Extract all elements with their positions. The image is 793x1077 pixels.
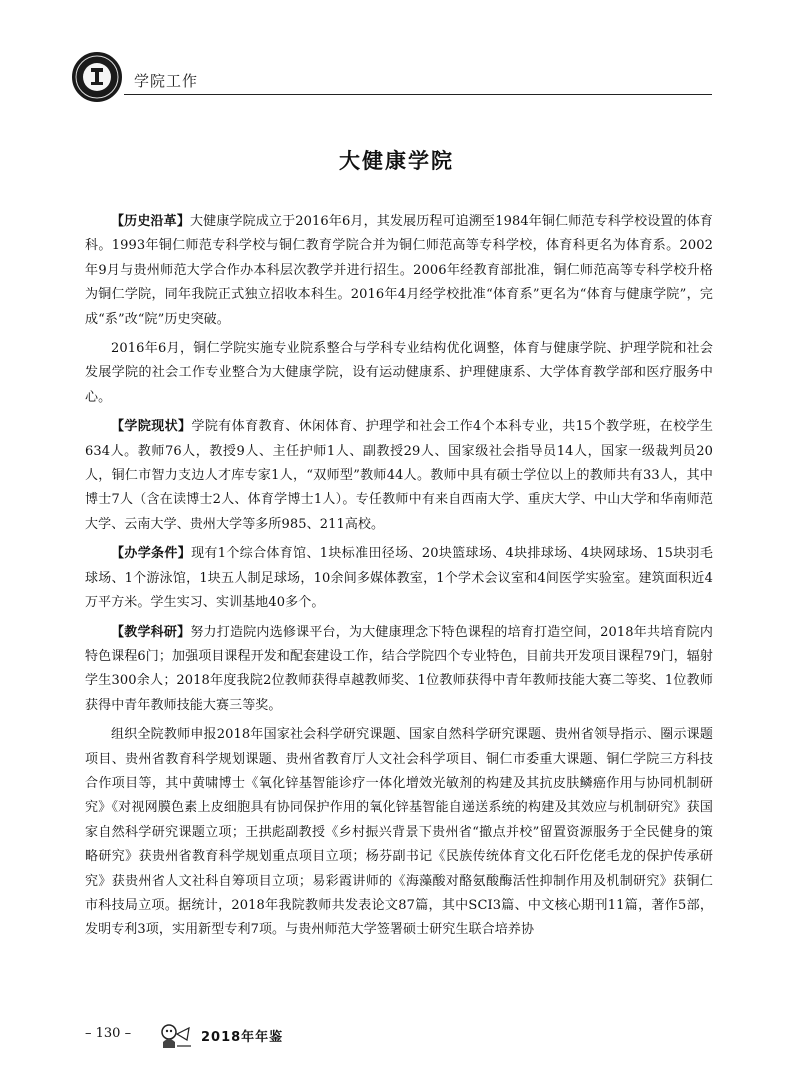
paragraph-research-projects	[85, 723, 713, 943]
paragraph-text: 学院有体育教育、休闲体育、护理学和社会工作4个本科专业，共15个教学班，在校学生634人。教师76人，教授9人、主任护师1人、副教授29人、国家级社会指导员14人，国家一级裁判员20人，铜仁市智力支边人才库专家1人，“双师型”教师44人。教师中具有硕士学位以上的教师共有33人，其中博士7人（含在读博士2人、体育学博士1人）。专任教师中有来自西南大学、重庆大学、中山大学和华南师范大学、云南大学、贵州大学等多所985、211高校。	[85, 419, 713, 532]
section-label-status: 【学院现状】	[111, 419, 192, 435]
paragraph-text: 努力打造院内选修课平台，为大健康理念下特色课程的培育打造空间，2018年共培育院内特色课程6门；加强项目课程开发和配套建设工作，结合学院四个专业特色，目前共开发项目课程79门，辐射学生300余人；2018年度我院2位教师获得卓越教师奖、1位教师获得中青年教师技能大赛二等奖、1位教师获得中青年教师技能大赛三等奖。	[85, 624, 713, 713]
page-title: 大健康学院	[339, 149, 454, 173]
paragraph-teaching-research	[85, 621, 713, 719]
section-label: 学院工作	[134, 72, 199, 90]
paragraph-reorganization	[85, 337, 713, 410]
paragraph-facilities	[85, 542, 713, 615]
paragraph-text: 大健康学院成立于2016年6月，其发展历程可追溯至1984年铜仁师范专科学校设置的体育科。1993年铜仁师范专科学校与铜仁教育学院合并为铜仁师范高等专科学校，体育科更名为体育系。2002年9月与贵州师范大学合作办本科层次教学并进行招生。2006年经教育部批准，铜仁师范高等专科学校升格为铜仁学院，同年我院正式独立招收本科生。2016年4月经学校批准“体育系”更名为“体育与健康学院”，完成“系”改“院”历史突破。	[85, 214, 713, 327]
yearbook-mascot-icon	[157, 1020, 193, 1050]
yearbook-label: 2018年年鉴	[201, 1030, 284, 1045]
page-header	[72, 52, 712, 104]
article-body	[85, 210, 713, 948]
section-label-history: 【历史沿革】	[111, 214, 190, 229]
page-number: – 130 –	[85, 1026, 132, 1041]
paragraph-text: 现有1个综合体育馆、1块标准田径场、20块篮球场、4块排球场、4块网球场、15块羽毛球场、1个游泳馆，1块五人制足球场，10余间多媒体教室，1个学术会议室和4间医学实验室。建筑面积近4万平方米。学生实习、实训基地40多个。	[85, 546, 713, 611]
section-label-facilities: 【办学条件】	[111, 546, 192, 562]
paragraph-status	[85, 415, 713, 537]
section-label-teaching-research: 【教学科研】	[111, 624, 191, 640]
paragraph-text: 2016年6月，铜仁学院实施专业院系整合与学科专业结构优化调整，体育与健康学院、护理学院和社会发展学院的社会工作专业整合为大健康学院，设有运动健康系、护理健康系、大学体育教学部和医疗服务中心。	[85, 341, 713, 405]
paragraph-history	[85, 210, 713, 332]
header-rule	[124, 94, 712, 95]
page-footer	[85, 1020, 713, 1050]
paragraph-text: 组织全院教师申报2018年国家社会科学研究课题、国家自然科学研究课题、贵州省领导指示、圈示课题项目、贵州省教育科学规划课题、贵州省教育厅人文社会科学项目、铜仁市委重大课题、铜仁学院三方科技合作项目等，其中黄啸博士《氧化锌基智能诊疗一体化增效光敏剂的构建及其抗皮肤鳞癌作用与协同机制研究》《对视网膜色素上皮细胞具有协同保护作用的氧化锌基智能自递送系统的构建及其效应与机制研究》获国家自然科学研究课题立项；王拱彪副教授《乡村振兴背景下贵州省“撤点并校”留置资源服务于全民健身的策略研究》获贵州省教育科学规划重点项目立项；杨芬副书记《民族传统体育文化石阡仡佬毛龙的保护传承研究》获贵州省人文社科自筹项目立项；易彩霞讲师的《海藻酸对酪氨酸酶活性抑制作用及机制研究》获铜仁市科技局立项。据统计，2018年我院教师共发表论文87篇，其中SCI3篇、中文核心期刊11篇，著作5部，发明专利3项，实用新型专利7项。与贵州师范大学签署硕士研究生联合培养协	[85, 727, 713, 938]
university-seal-icon	[72, 52, 122, 102]
